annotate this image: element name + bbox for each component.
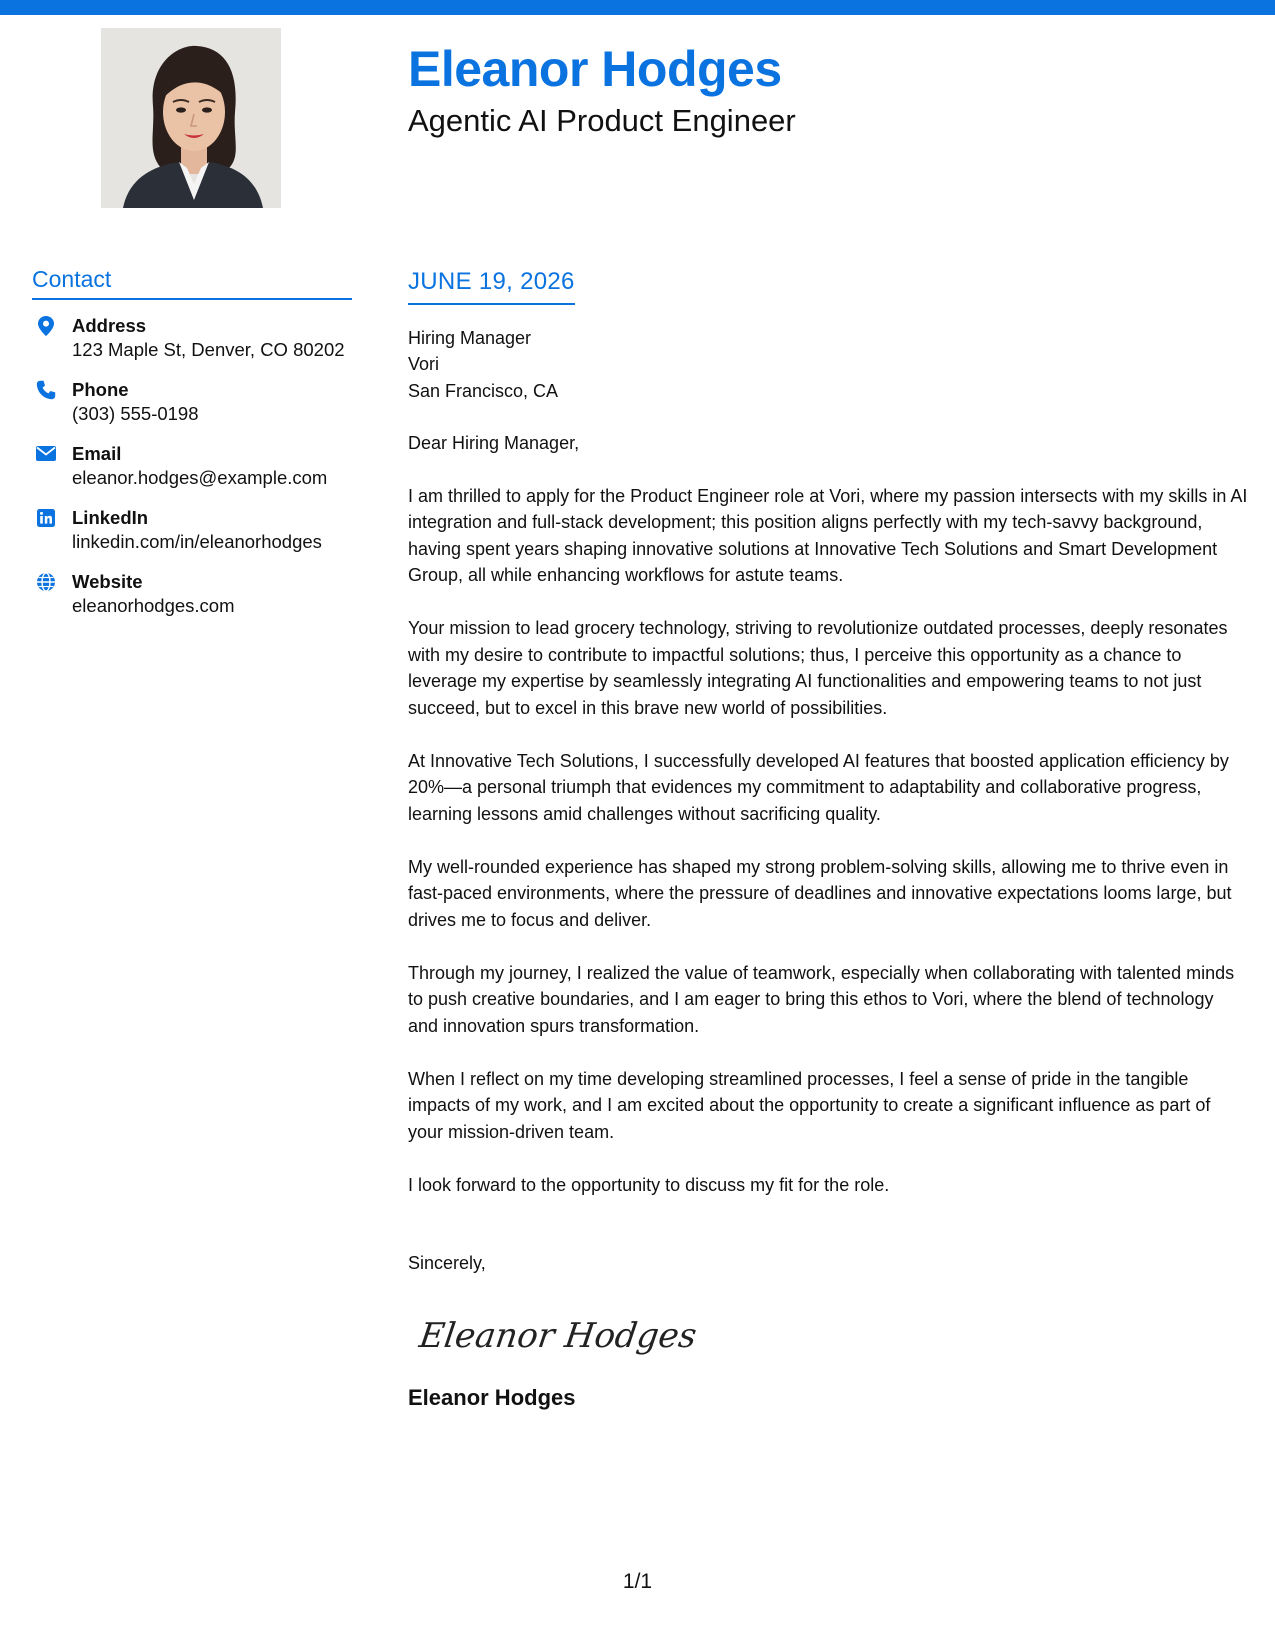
profile-photo	[101, 28, 281, 208]
signer-name: Eleanor Hodges	[408, 1384, 576, 1410]
contact-sidebar	[32, 266, 352, 634]
recipient-title: Hiring Manager	[408, 327, 532, 348]
job-title: Agentic AI Product Engineer	[408, 103, 796, 138]
contact-item-linkedin	[32, 506, 352, 554]
applicant-name: Eleanor Hodges	[408, 41, 782, 97]
globe-icon	[34, 570, 58, 594]
letter-paragraph: My well-rounded experience has shaped my strong problem-solving skills, allowing me to thrive even in fast-paced environments, where the pressure of deadlines and innovative expectations looms large, but drives me to focus and deliver.	[408, 856, 1232, 930]
contact-label: Address	[72, 314, 147, 336]
letter-paragraph: I look forward to the opportunity to discuss my fit for the role.	[408, 1174, 890, 1195]
address-value: 123 Maple St, Denver, CO 80202	[72, 338, 345, 360]
letter-paragraph: Through my journey, I realized the value of teamwork, especially when collaborating with talented minds to push creative boundaries, and I am eager to bring this ethos to Vori, where the blend of technology and innovation spurs transformation.	[408, 962, 1235, 1036]
page-number: 1/1	[622, 1570, 653, 1593]
phone-icon	[34, 378, 58, 402]
letter-paragraph: When I reflect on my time developing streamlined processes, I feel a sense of pride in the tangible impacts of my work, and I am excited about the opportunity to create a significant influence as part of your mission-driven team.	[408, 1068, 1211, 1142]
linkedin-value[interactable]: linkedin.com/in/eleanorhodges	[72, 530, 322, 552]
top-accent-bar	[0, 0, 1275, 15]
contact-label: Phone	[72, 378, 129, 400]
phone-value: (303) 555-0198	[72, 402, 199, 424]
letter-paragraph: Your mission to lead grocery technology, striving to revolutionize outdated processes, deeply resonates with my desire to contribute to impactful solutions; thus, I perceive this opportunity as a chance to leverage my expertise by seamlessly integrating AI functionalities and empowering teams to not just succeed, but to excel in this brave new world of possibilities.	[408, 618, 1228, 718]
closing: Sincerely,	[408, 1253, 486, 1274]
contact-heading: Contact	[32, 266, 352, 300]
salutation: Dear Hiring Manager,	[408, 433, 580, 454]
signature-text: Eleanor Hodges	[416, 1315, 700, 1356]
letter-paragraph: I am thrilled to apply for the Product Engineer role at Vori, where my passion intersects with my skills in AI integration and full-stack development; this position aligns perfectly with my tech-savvy background, having spent years shaping innovative solutions at Innovative Tech Solutions and Smart Development Group, all while enhancing workflows for astute teams.	[408, 485, 1248, 586]
letter-date: JUNE 19, 2026	[408, 268, 575, 305]
linkedin-icon	[34, 506, 58, 530]
contact-item-address	[32, 314, 352, 362]
recipient-location: San Francisco, CA	[408, 380, 559, 401]
website-value[interactable]: eleanorhodges.com	[72, 595, 235, 617]
signature	[416, 1305, 700, 1365]
map-pin-icon	[34, 314, 58, 338]
contact-label: LinkedIn	[72, 506, 149, 528]
contact-item-phone	[32, 378, 352, 426]
email-value[interactable]: eleanor.hodges@example.com	[72, 466, 328, 488]
contact-label: Website	[72, 570, 143, 592]
contact-item-email	[32, 442, 352, 490]
contact-label: Email	[72, 442, 122, 464]
recipient-company: Vori	[408, 354, 440, 375]
email-icon	[34, 442, 58, 466]
avatar	[101, 28, 281, 208]
letter-body	[408, 268, 1248, 1411]
recipient-block	[408, 325, 1248, 405]
contact-item-website	[32, 570, 352, 618]
letter-paragraph: At Innovative Tech Solutions, I successfully developed AI features that boosted application efficiency by 20%—a personal triumph that evidences my commitment to adaptability and collaborative progress, learning lessons amid challenges without sacrificing quality.	[408, 750, 1229, 824]
